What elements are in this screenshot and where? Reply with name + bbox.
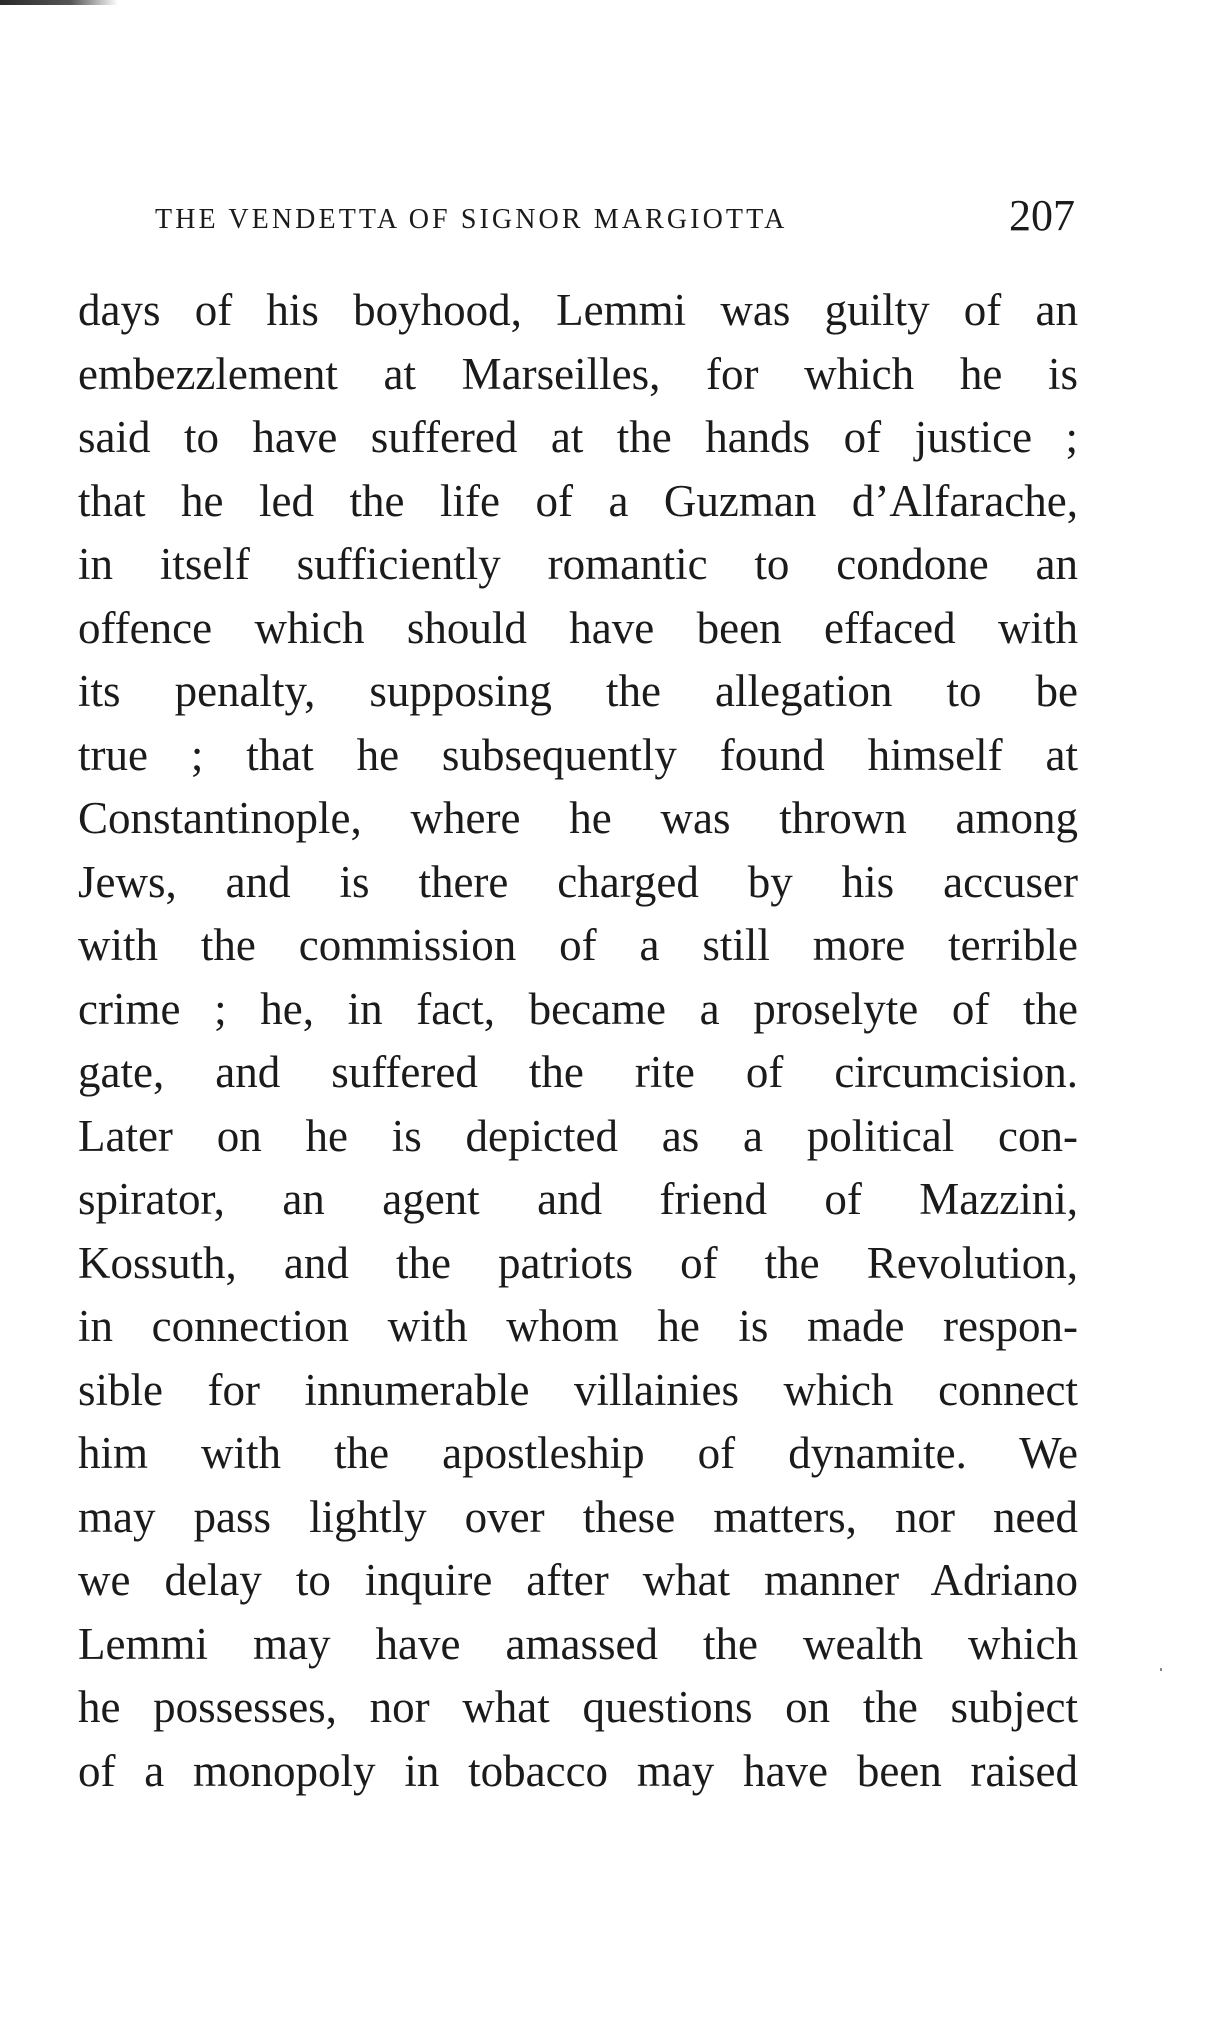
- text-line: in connection with whom he is made respon-: [78, 1301, 1078, 1351]
- text-line: its penalty, supposing the allegation to be: [78, 666, 1078, 716]
- text-line: said to have suffered at the hands of justice ;: [78, 412, 1078, 462]
- text-line: Later on he is depicted as a political con-: [78, 1110, 1078, 1161]
- text-line: may pass lightly over these matters, nor need: [78, 1491, 1078, 1542]
- text-line: with the commission of a still more terrible: [78, 920, 1078, 970]
- page-number: 207: [1009, 191, 1075, 240]
- running-header: [155, 190, 1075, 240]
- text-line: crime ; he, in fact, became a proselyte of the: [78, 983, 1078, 1034]
- text-line: we delay to inquire after what manner Adriano: [78, 1555, 1078, 1605]
- text-line: gate, and suffered the rite of circumcision.: [78, 1047, 1078, 1097]
- text-line: Jews, and is there charged by his accuser: [78, 856, 1078, 907]
- text-line: true ; that he subsequently found himself at: [78, 729, 1078, 780]
- text-line: him with the apostleship of dynamite. We: [78, 1428, 1078, 1478]
- text-line: that he led the life of a Guzman d’Alfarache,: [78, 475, 1078, 526]
- text-line: of a monopoly in tobacco may have been raised: [78, 1745, 1078, 1796]
- text-line: spirator, an agent and friend of Mazzini,: [78, 1174, 1078, 1224]
- text-line: days of his boyhood, Lemmi was guilty of an: [78, 285, 1078, 335]
- scan-edge-mark: [0, 0, 118, 5]
- scan-speck: [1160, 1668, 1162, 1671]
- text-line: Constantinople, where he was thrown among: [78, 793, 1078, 843]
- text-line: offence which should have been effaced with: [78, 602, 1078, 653]
- text-line: he possesses, nor what questions on the subject: [78, 1682, 1078, 1732]
- body-text: [78, 279, 1078, 1803]
- text-line: Lemmi may have amassed the wealth which: [78, 1618, 1078, 1669]
- running-title: THE VENDETTA OF SIGNOR MARGIOTTA: [155, 204, 788, 235]
- text-line: sible for innumerable villainies which connect: [78, 1364, 1078, 1415]
- text-line: in itself sufficiently romantic to condone an: [78, 539, 1078, 589]
- text-line: embezzlement at Marseilles, for which he is: [78, 348, 1078, 399]
- text-line: Kossuth, and the patriots of the Revolution,: [78, 1237, 1078, 1288]
